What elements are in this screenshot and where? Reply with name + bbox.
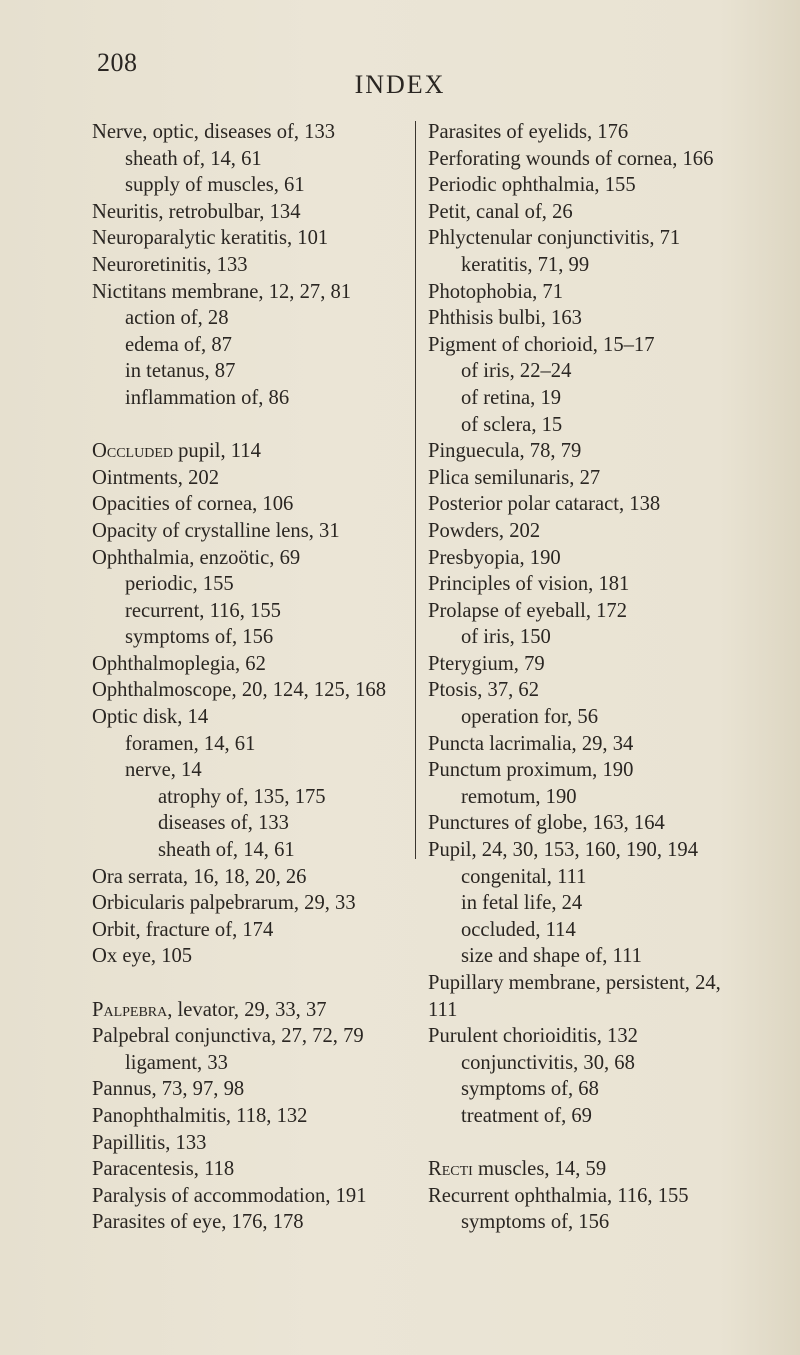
index-entry: Neuroparalytic keratitis, 101 <box>92 227 329 250</box>
page-number: 208 <box>97 48 138 77</box>
index-entry-text: , levator, 29, 33, 37 <box>167 998 327 1021</box>
index-entry: Ptosis, 37, 62 <box>428 679 540 702</box>
index-subentry: congenital, 111 <box>461 865 587 888</box>
index-subentry: nerve, 14 <box>125 759 202 782</box>
index-subentry: of iris, 150 <box>461 626 551 649</box>
index-subentry: ligament, 33 <box>125 1051 228 1074</box>
index-entry: Photophobia, 71 <box>428 280 564 303</box>
index-entry: Pupil, 24, 30, 153, 160, 190, 194 <box>428 839 699 862</box>
index-subentry: sheath of, 14, 61 <box>158 839 295 862</box>
index-entry: Ora serrata, 16, 18, 20, 26 <box>92 865 307 888</box>
index-column-left <box>92 119 412 1236</box>
index-subentry: size and shape of, 111 <box>461 945 642 968</box>
index-entry: Prolapse of eyeball, 172 <box>428 599 628 622</box>
section-lead-word: Recti <box>428 1158 473 1181</box>
index-entry: Phthisis bulbi, 163 <box>428 307 582 330</box>
index-entry: Papillitis, 133 <box>92 1131 207 1154</box>
letter-section-gap <box>92 412 412 439</box>
index-subentry: action of, 28 <box>125 307 229 330</box>
index-subentry: inflammation of, 86 <box>125 386 290 409</box>
index-entry: Neuritis, retrobulbar, 134 <box>92 200 301 223</box>
index-entry: Ophthalmoscope, 20, 124, 125, 168 <box>92 679 387 702</box>
index-subentry: conjunctivitis, 30, 68 <box>461 1051 635 1074</box>
index-entry: Optic disk, 14 <box>92 706 209 729</box>
index-entry: Periodic ophthalmia, 155 <box>428 174 636 197</box>
index-entry: Ophthalmoplegia, 62 <box>92 652 266 675</box>
index-entry: Pannus, 73, 97, 98 <box>92 1078 245 1101</box>
index-subentry: of iris, 22–24 <box>461 360 572 383</box>
index-subentry: operation for, 56 <box>461 706 598 729</box>
index-entry: Orbicularis palpebrarum, 29, 33 <box>92 892 356 915</box>
index-entry: Perforating wounds of cornea, 166 <box>428 147 714 170</box>
letter-section-gap <box>428 1130 768 1157</box>
index-entry: Powders, 202 <box>428 519 541 542</box>
index-entry: Nictitans membrane, 12, 27, 81 <box>92 280 352 303</box>
index-subentry: treatment of, 69 <box>461 1104 592 1127</box>
index-entry: Parasites of eyelids, 176 <box>428 121 629 143</box>
index-entry-text: pupil, 114 <box>172 440 261 463</box>
index-entry: Pupillary membrane, persistent, 24, <box>428 972 721 994</box>
index-subentry: symptoms of, 156 <box>125 626 274 649</box>
index-subentry: atrophy of, 135, 175 <box>158 785 326 808</box>
index-column-right <box>428 119 768 1236</box>
index-entry: 111 <box>428 998 458 1021</box>
index-entry <box>428 1156 768 1183</box>
index-subentry: edema of, 87 <box>125 333 232 356</box>
index-entry: Puncta lacrimalia, 29, 34 <box>428 732 634 755</box>
index-entry: Plica semilunaris, 27 <box>428 466 601 489</box>
index-entry: Opacity of crystalline lens, 31 <box>92 519 340 542</box>
index-subentry: symptoms of, 156 <box>461 1211 610 1234</box>
index-entry: Recurrent ophthalmia, 116, 155 <box>428 1184 689 1207</box>
index-subentry: occluded, 114 <box>461 918 576 941</box>
index-entry <box>92 997 412 1024</box>
index-subentry: sheath of, 14, 61 <box>125 147 262 170</box>
index-entry: Posterior polar cataract, 138 <box>428 493 661 516</box>
index-subentry: supply of muscles, 61 <box>125 174 305 197</box>
index-subentry: keratitis, 71, 99 <box>461 253 590 276</box>
index-entry: Punctum proximum, 190 <box>428 759 634 782</box>
index-entry: Paralysis of accommodation, 191 <box>92 1184 367 1207</box>
index-entry: Panophthalmitis, 118, 132 <box>92 1104 308 1127</box>
section-lead-word: Palpebra <box>92 998 168 1021</box>
index-subentry: recurrent, 116, 155 <box>125 599 281 622</box>
index-subentry: in tetanus, 87 <box>125 360 236 383</box>
index-entry: Phlyctenular conjunctivitis, 71 <box>428 227 681 250</box>
column-divider <box>415 121 416 859</box>
index-subentry: of sclera, 15 <box>461 413 563 436</box>
index-entry: Ophthalmia, enzoötic, 69 <box>92 546 301 569</box>
index-entry: Ox eye, 105 <box>92 945 193 968</box>
index-entry: Paracentesis, 118 <box>92 1158 235 1181</box>
index-subentry: in fetal life, 24 <box>461 892 583 915</box>
index-entry: Purulent chorioiditis, 132 <box>428 1025 638 1048</box>
letter-section-gap <box>92 970 412 997</box>
index-entry: Pterygium, 79 <box>428 652 545 675</box>
index-entry: Parasites of eye, 176, 178 <box>92 1211 304 1234</box>
index-entry: Principles of vision, 181 <box>428 573 630 596</box>
index-entry: Opacities of cornea, 106 <box>92 493 294 516</box>
index-entry <box>92 438 412 465</box>
index-entry: Nerve, optic, diseases of, 133 <box>92 121 336 143</box>
index-entry: Palpebral conjunctiva, 27, 72, 79 <box>92 1025 364 1048</box>
index-entry: Pinguecula, 78, 79 <box>428 440 582 463</box>
index-subentry: diseases of, 133 <box>158 812 289 835</box>
index-entry: Petit, canal of, 26 <box>428 200 573 223</box>
index-subentry: remotum, 190 <box>461 785 577 808</box>
index-entry: Punctures of globe, 163, 164 <box>428 812 665 835</box>
index-subentry: foramen, 14, 61 <box>125 732 256 755</box>
running-head-title: INDEX <box>354 70 446 99</box>
index-subentry: symptoms of, 68 <box>461 1078 599 1101</box>
index-entry: Ointments, 202 <box>92 466 219 489</box>
section-lead-word: Occluded <box>92 440 173 463</box>
index-entry: Orbit, fracture of, 174 <box>92 918 274 941</box>
index-subentry: periodic, 155 <box>125 573 234 596</box>
index-entry-text: muscles, 14, 59 <box>472 1158 607 1181</box>
index-entry: Neuroretinitis, 133 <box>92 253 248 276</box>
index-subentry: of retina, 19 <box>461 386 562 409</box>
index-entry: Pigment of chorioid, 15–17 <box>428 333 655 356</box>
index-entry: Presbyopia, 190 <box>428 546 561 569</box>
